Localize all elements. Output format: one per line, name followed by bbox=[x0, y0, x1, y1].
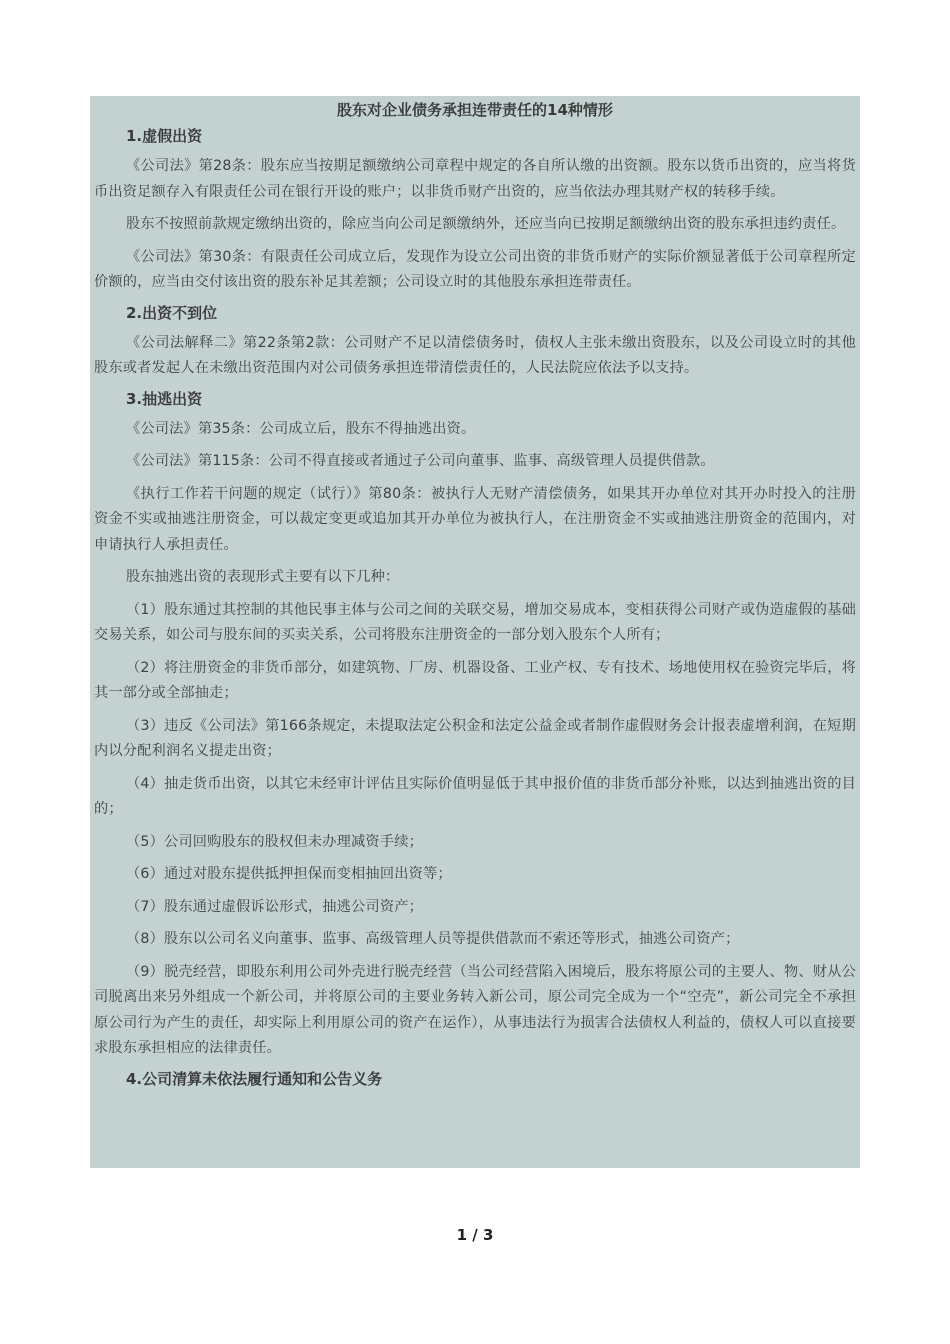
paragraph: 股东不按照前款规定缴纳出资的，除应当向公司足额缴纳外，还应当向已按期足额缴纳出资的股东承担违约责任。 bbox=[126, 216, 846, 232]
list-item: （1）股东通过其控制的其他民事主体与公司之间的关联交易，增加交易成本，变相获得公司财产或伪造虚假的基础交易关系，如公司与股东间的买卖关系，公司将股东注册资金的一部分划入股东个人所有； bbox=[94, 601, 856, 643]
list-item: （9）脱壳经营，即股东利用公司外壳进行脱壳经营（当公司经营陷入困境后，股东将原公司的主要人、物、财从公司脱离出来另外组成一个新公司，并将原公司的主要业务转入新公司，原公司完全成为一个“空壳”，新公司完全不承担原公司行为产生的责任，却实际上利用原公司的资产在运作），从事违法行为损害合法债权人利益的，债权人可以直接要求股东承担相应的法律责任。 bbox=[94, 963, 856, 1056]
list-item: （7）股东通过虚假诉讼形式，抽逃公司资产； bbox=[126, 898, 423, 915]
page-separator: / bbox=[472, 1226, 478, 1244]
list-item: （6）通过对股东提供抵押担保而变相抽回出资等； bbox=[126, 866, 452, 882]
paragraph: 股东抽逃出资的表现形式主要有以下几种： bbox=[126, 569, 400, 585]
document-title: 股东对企业债务承担连带责任的14种情形 bbox=[337, 101, 613, 119]
page-number bbox=[0, 1226, 950, 1244]
paragraph: 《公司法解释二》第22条第2款：公司财产不足以清偿债务时，债权人主张未缴出资股东，以及公司设立时的其他股东或者发起人在未缴出资范围内对公司债务承担连带清偿责任的，人民法院应依法予以支持。 bbox=[94, 334, 856, 376]
paragraph: 《执行工作若干问题的规定（试行）》第80条：被执行人无财产清偿债务，如果其开办单位对其开办时投入的注册资金不实或抽逃注册资金，可以裁定变更或追加其开办单位为被执行人，在注册资金不实或抽逃注册资金的范围内，对申请执行人承担责任。 bbox=[94, 485, 856, 553]
section-heading-3: 3.抽逃出资 bbox=[126, 389, 203, 408]
paragraph: 《公司法》第28条：股东应当按期足额缴纳公司章程中规定的各自所认缴的出资额。股东以货币出资的，应当将货币出资足额存入有限责任公司在银行开设的账户；以非货币财产出资的，应当依法办理其财产权的转移手续。 bbox=[94, 158, 856, 200]
list-item: （8）股东以公司名义向董事、监事、高级管理人员等提供借款而不索还等形式，抽逃公司资产； bbox=[126, 931, 740, 947]
list-item: （3）违反《公司法》第166条规定，未提取法定公积金和法定公益金或者制作虚假财务会计报表虚增利润，在短期内以分配利润名义提走出资； bbox=[94, 717, 856, 759]
section-heading-2: 2.出资不到位 bbox=[126, 303, 218, 322]
total-pages: 3 bbox=[482, 1226, 494, 1244]
list-item: （5）公司回购股东的股权但未办理减资手续； bbox=[126, 833, 423, 850]
section-heading-4: 4.公司清算未依法履行通知和公告义务 bbox=[126, 1069, 383, 1088]
paragraph: 《公司法》第35条：公司成立后，股东不得抽逃出资。 bbox=[126, 420, 476, 437]
paragraph: 《公司法》第30条：有限责任公司成立后，发现作为设立公司出资的非货币财产的实际价额显著低于公司章程所定价额的，应当由交付该出资的股东补足其差额；公司设立时的其他股东承担连带责任。 bbox=[94, 248, 856, 290]
list-item: （2）将注册资金的非货币部分，如建筑物、厂房、机器设备、工业产权、专有技术、场地使用权在验资完毕后，将其一部分或全部抽走； bbox=[94, 659, 856, 701]
paragraph: 《公司法》第115条：公司不得直接或者通过子公司向董事、监事、高级管理人员提供借款。 bbox=[126, 453, 715, 469]
current-page: 1 bbox=[456, 1226, 468, 1244]
list-item: （4）抽走货币出资，以其它未经审计评估且实际价值明显低于其申报价值的非货币部分补账，以达到抽逃出资的目的； bbox=[94, 775, 856, 817]
document-content bbox=[90, 96, 860, 1168]
section-heading-1: 1.虚假出资 bbox=[126, 127, 203, 145]
